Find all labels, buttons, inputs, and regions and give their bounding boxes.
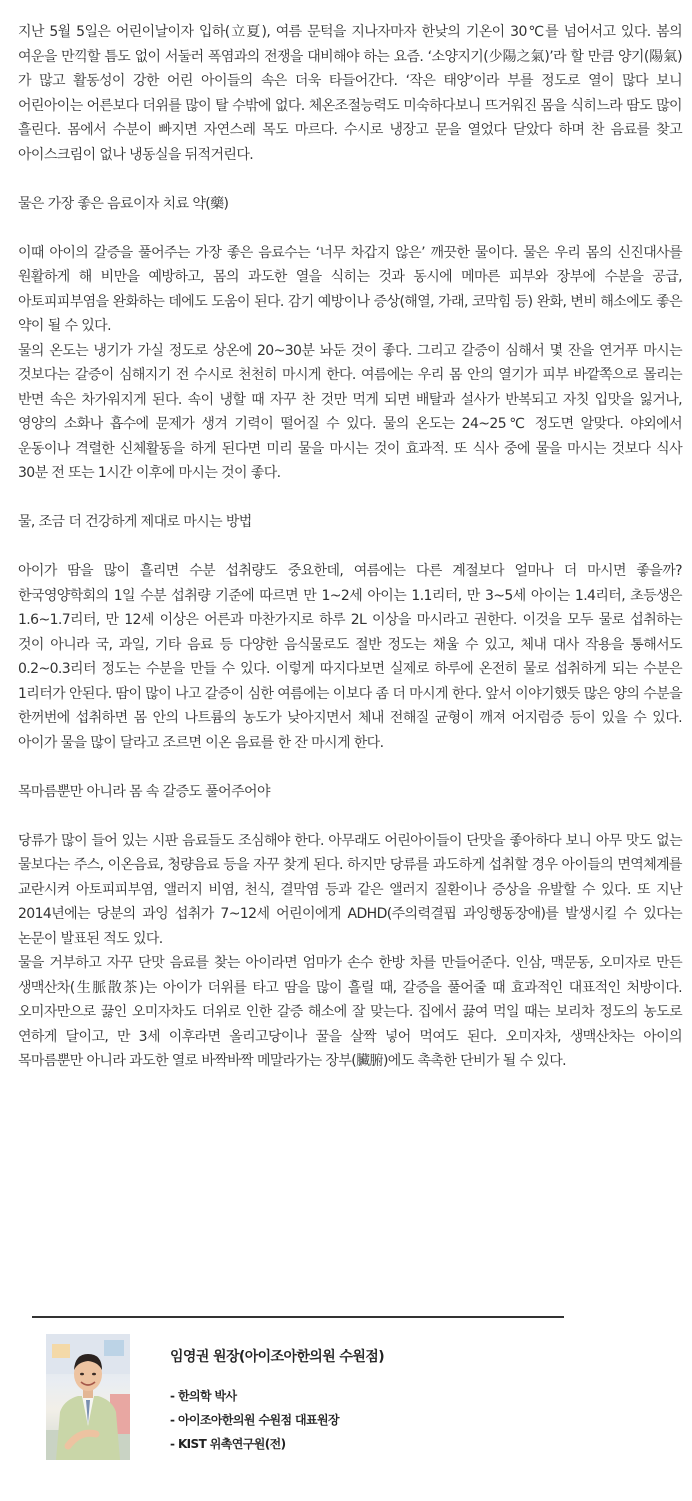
credential-item: - KIST 위촉연구원(전) [170,1437,286,1451]
paragraph: 물을 거부하고 자꾸 단맛 음료를 찾는 아이라면 엄마가 손수 한방 차를 만들어준다. 인삼, 맥문동, 오미자로 만든 생맥산차(生脈散茶)는 아이가 더위를 타고 땀을 많이 흘릴 때, 갈증을 풀어줄 때 효과적인 대표적인 처방이다. 오미자만으로 끓인 오미자차도 더위로 인한 갈증 해소에 잘 맞는다. 집에서 끓여 먹일 때는 보리차 정도의 농도로 연하게 달이고, 만 3세 이후라면 올리고당이나 꿀을 살짝 넣어 먹여도 된다. 오미자차, 생맥산차는 아이의 목마름뿐만 아니라 과도한 열로 바짝바짝 메말라가는 장부(臟腑)에도 촉촉한 단비가 될 수 있다. [18,955,682,1069]
paragraph: 당류가 많이 들어 있는 시판 음료들도 조심해야 한다. 아무래도 어린아이들이 단맛을 좋아하다 보니 아무 맛도 없는 물보다는 주스, 이온음료, 청량음료 등을 자꾸 찾게 된다. 하지만 당류를 과도하게 섭취할 경우 아이들의 면역체계를 교란시켜 아토피피부염, 앨러지 비염, 천식, 결막염 등과 같은 앨러지 질환이나 증상을 유발할 수 있다. 또 지난 2014년에는 당분의 과잉 섭취가 7~12세 어린이에게 ADHD(주의력결핍 과잉행동장애)를 발생시킬 수 있다는 논문이 발표된 적도 있다. [18,832,682,947]
article-body [18,20,682,1074]
section-heading-inner-thirst: 목마름뿐만 아니라 몸 속 갈증도 풀어주어야 [18,783,270,800]
author-divider [32,1316,564,1318]
paragraph: 물의 온도는 냉기가 가실 정도로 상온에 20~30분 놔둔 것이 좋다. 그리고 갈증이 심해서 몇 잔을 연거푸 마시는 것보다는 갈증이 심해지기 전 수시로 천천히 마시게 한다. 여름에는 우리 몸 안의 열기가 피부 바깥쪽으로 몰리는 반면 속은 차가워지게 된다. 속이 냉할 때 자꾸 찬 것만 먹게 되면 배탈과 설사가 반복되고 자칫 입맛을 잃거나, 영양의 소화나 흡수에 문제가 생겨 기력이 떨어질 수 있다. 물의 온도는 24~25℃ 정도면 알맞다. 야외에서 운동이나 격렬한 신체활동을 하게 된다면 미리 물을 마시는 것이 효과적. 또 식사 중에 물을 마시는 것보다 식사 30분 전 또는 1시간 이후에 마시는 것이 좋다. [18,342,682,481]
section-heading-drinking-method: 물, 조금 더 건강하게 제대로 마시는 방법 [18,514,252,530]
author-credentials [170,1384,339,1456]
section-heading-water-medicine: 물은 가장 좋은 음료이자 치료 약(藥) [18,195,229,212]
credential-item: - 한의학 박사 [170,1389,237,1403]
author-portrait-icon [46,1334,130,1460]
paragraph: 아이가 땀을 많이 흘리면 수분 섭취량도 중요한데, 여름에는 다른 계절보다 얼마나 더 마시면 좋을까? 한국영양학회의 1일 수분 섭취량 기준에 따르면 만 1~2세 아이는 1.1리터, 만 3~5세 아이는 1.4리터, 초등생은 1.6~1.7리터, 만 12세 이상은 어른과 마찬가지로 하루 2L 이상을 마시라고 권한다. 이것을 모두 물로 섭취하는 것이 아니라 국, 과일, 기타 음료 등 다양한 음식물로도 절반 정도는 채울 수 있고, 체내 대사 작용을 통해서도 0.2~0.3리터 정도는 수분을 만들 수 있다. 이렇게 따지다보면 실제로 하루에 온전히 물로 섭취하게 되는 수분은 1리터가 안된다. 땀이 많이 나고 갈증이 심한 여름에는 이보다 좀 더 마시게 한다. 앞서 이야기했듯 많은 양의 수분을 한꺼번에 섭취하면 몸 안의 나트륨의 농도가 낮아지면서 체내 전해질 균형이 깨져 어지럼증 등이 있을 수 있다. 아이가 물을 많이 달라고 조르면 이온 음료를 한 잔 마시게 한다. [18,563,682,751]
intro-paragraph: 지난 5월 5일은 어린이날이자 입하(立夏), 여름 문턱을 지나자마자 한낮의 기온이 30℃를 넘어서고 있다. 봄의 여운을 만끽할 틈도 없이 서둘러 폭염과의 전쟁을 대비해야 하는 요즘. ‘소양지기(少陽之氣)’라 할 만큼 양기(陽氣)가 많고 활동성이 강한 어린 아이들의 속은 더욱 타들어간다. ‘작은 태양’이라 부를 정도로 열이 많다 보니 어린아이는 어른보다 더위를 많이 탈 수밖에 없다. 체온조절능력도 미숙하다보니 뜨거워진 몸을 식히느라 땀도 많이 흘린다. 몸에서 수분이 빠지면 자연스레 목도 마르다. 수시로 냉장고 문을 열었다 닫았다 하며 찬 음료를 찾고 아이스크림이 없나 냉동실을 뒤적거린다. [18,24,682,163]
credential-item: - 아이조아한의원 수원점 대표원장 [170,1413,340,1427]
author-name: 임영권 원장(아이조아한의원 수원점) [170,1349,385,1365]
paragraph: 이때 아이의 갈증을 풀어주는 가장 좋은 음료수는 ‘너무 차갑지 않은’ 깨끗한 물이다. 물은 우리 몸의 신진대사를 원활하게 해 비만을 예방하고, 몸의 과도한 열을 식히는 것과 동시에 메마른 피부와 장부에 수분을 공급, 아토피피부염을 완화하는 데에도 도움이 된다. 감기 예방이나 증상(해열, 가래, 코막힘 등) 완화, 변비 해소에도 좋은 약이 될 수 있다. [18,244,682,334]
author-profile [46,1334,646,1460]
